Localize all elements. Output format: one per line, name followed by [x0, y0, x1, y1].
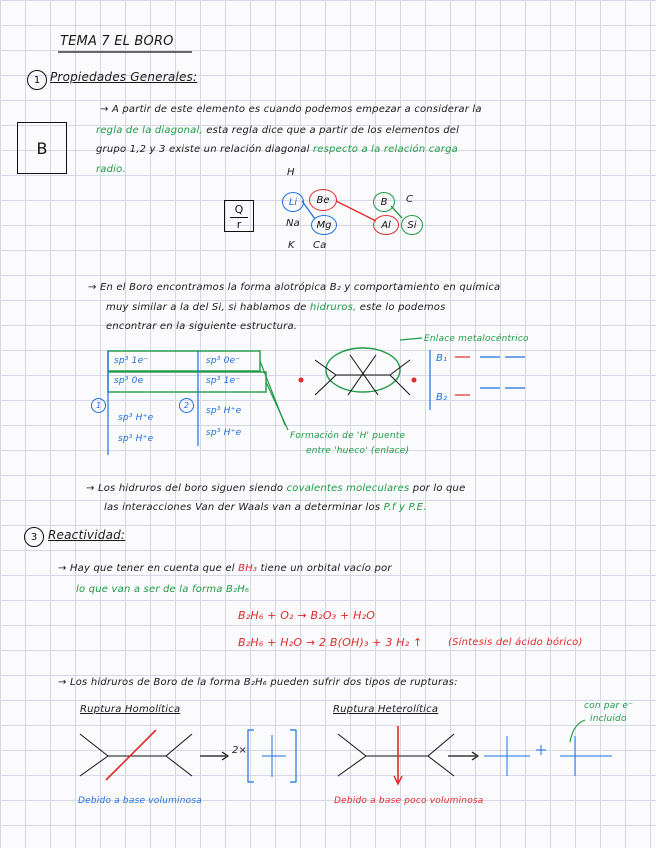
formation-pointer-1 [260, 361, 285, 425]
bridge-h-label-2: entre 'hueco' (enlace) [306, 446, 410, 456]
bridge-h-label-1: Formación de 'H' puente [290, 431, 406, 441]
boric-acid-note: (Síntesis del ácido bórico) [448, 637, 583, 648]
heterolytic-title: Ruptura Heterolítica [333, 704, 439, 715]
metallocentric-pointer [400, 338, 422, 340]
p2-line1: → En el Boro encontramos la forma alotrópica B₂ y comportamiento en química [88, 282, 501, 293]
charge-radius-fraction: $\frac{Q}{r}$ [224, 200, 254, 232]
lone-pair-note-1: con par e⁻ [584, 701, 634, 711]
p1-line3: grupo 1,2 y 3 existe un relación diagonal respecto a la relación carga [96, 144, 458, 155]
element-Ca: Ca [313, 240, 327, 251]
section-heading-3: Reactividad: [48, 528, 126, 542]
p1-line4: radio. [96, 164, 126, 175]
orbital-right-row3: sp³ H⁺e [206, 406, 242, 416]
orbital-left-row1: sp³ 1e⁻ [114, 356, 149, 366]
r1-line2: lo que van a ser de la forma B₂H₆ [76, 584, 250, 595]
homolytic-coefficient: 2× [232, 745, 248, 756]
homolytic-title: Ruptura Homolítica [80, 704, 181, 715]
formation-pointer-2 [266, 382, 288, 430]
page-title: TEMA 7 EL BORO [60, 34, 174, 49]
element-H: H [287, 167, 295, 178]
orbital-right-row4: sp³ H⁺e [206, 428, 242, 438]
lone-pair-note-2: incluido [590, 714, 627, 724]
element-Be: Be [309, 189, 337, 211]
r2-line1: → Los hidruros de Boro de la forma B₂H₆ pueden sufrir dos tipos de rupturas: [58, 677, 458, 688]
element-Si: Si [401, 215, 423, 235]
element-B: B [373, 192, 395, 212]
boron-symbol-box: B [17, 122, 67, 174]
homolytic-note: Debido a base voluminosa [78, 796, 202, 806]
be-al-arrow [336, 201, 376, 221]
boron-1-label: B₁ [436, 353, 448, 364]
orbital-left-row2: sp³ 0e [114, 376, 144, 386]
orbital-label-2: 2 [179, 398, 194, 413]
p1-line1: → A partir de este elemento es cuando podemos empezar a considerar la [100, 104, 482, 115]
diborane-bond-orbital [326, 348, 400, 392]
p1-line2: regla de la diagonal, esta regla dice que a partir de los elementos del [96, 125, 460, 136]
element-Li: Li [282, 192, 304, 212]
p3-line2: las interacciones Van der Waals van a determinar los P.f y P.E. [104, 502, 427, 513]
element-Na: Na [286, 218, 301, 229]
element-C: C [406, 194, 414, 205]
homolytic-cut [106, 730, 156, 780]
section-number-3: 3 [24, 527, 44, 547]
orbital-right-row2: sp³ 1e⁻ [206, 376, 241, 386]
section-heading-1: Propiedades Generales: [50, 70, 198, 84]
diagonal-rule-term: regla de la diagonal, [96, 125, 203, 136]
metallocentric-bond-label: Enlace metalocéntrico [424, 334, 529, 344]
orbital-label-1: 1 [91, 398, 106, 413]
boron-2-label: B₂ [436, 392, 448, 403]
element-Al: Al [373, 215, 399, 235]
p3-line1: → Los hidruros del boro siguen siendo covalentes moleculares por lo que [86, 483, 466, 494]
p2-line2: muy similar a la del Si, si hablamos de hidruros, este lo podemos [106, 302, 446, 313]
r1-line1: → Hay que tener en cuenta que el BH₃ tiene un orbital vacío por [58, 563, 392, 574]
equation-combustion: B₂H₆ + O₂ → B₂O₃ + H₂O [238, 609, 376, 622]
p2-line3: encontrar en la siguiente estructura. [106, 321, 298, 332]
orbital-left-row4: sp³ H⁺e [118, 434, 154, 444]
element-Mg: Mg [311, 215, 337, 235]
equation-hydrolysis: B₂H₆ + H₂O → 2 B(OH)₃ + 3 H₂ ↑ [238, 636, 423, 649]
element-K: K [288, 240, 295, 251]
section-number-1: 1 [27, 70, 47, 90]
orbital-left-row3: sp³ H⁺e [118, 413, 154, 423]
orbital-right-row1: sp³ 0e⁻ [206, 356, 241, 366]
heterolytic-note: Debido a base poco voluminosa [334, 796, 484, 806]
hydrides-term: hidruros, [310, 302, 357, 313]
